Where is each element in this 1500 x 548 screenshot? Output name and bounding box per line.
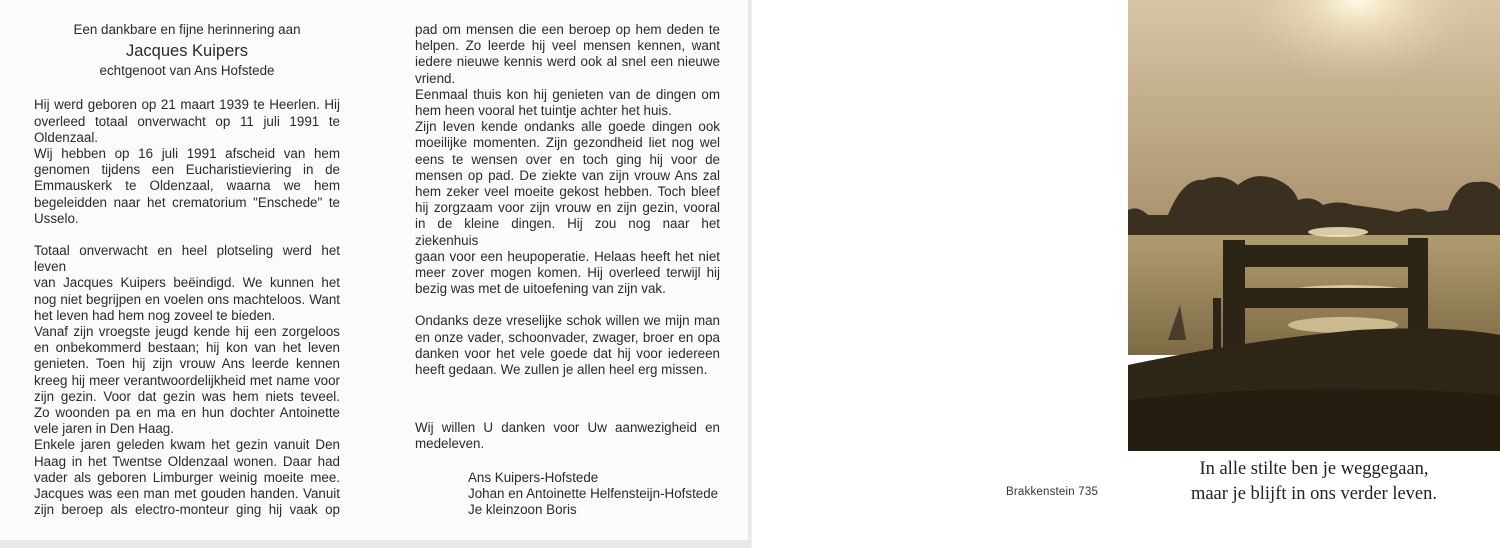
text-line: Ondanks deze vreselijke schok willen we mijn man	[415, 313, 720, 329]
text-line: vriend.	[415, 70, 456, 86]
text-line: Wij hebben op 16 juli 1991 afscheid van hem	[34, 146, 340, 162]
text-line: kreeg hij meer verantwoordelijkheid met name voor	[34, 372, 340, 388]
text-line: iedere nieuwe kennis werd ook al snel een nieuwe	[415, 54, 720, 70]
text-line: Vanaf zijn vroegste jeugd kende hij een zorgeloos	[34, 324, 340, 340]
verse-line: maar je blijft in ons verder leven.	[1190, 484, 1438, 504]
paragraph-thanks-family	[415, 313, 720, 378]
text-line: hij zorgzaam voor zijn vrouw en zijn gezin, vooral	[415, 200, 720, 216]
text-line: Haag in het Twentse Oldenzaal wonen. Daar had	[34, 453, 340, 469]
text-line: Zijn leven kende ondanks alle goede dingen ook	[415, 119, 720, 135]
text-line: helpen. Zo leerde hij veel mensen kennen, want	[415, 38, 720, 54]
text-line: genieten. Toen hij zijn vrouw Ans leerde kennen	[34, 356, 340, 372]
text-line: meer zover mogen komen. Hij overleed terwijl hij	[415, 265, 720, 281]
verse-line: In alle stilte ben je weggegaan,	[1199, 459, 1429, 479]
text-line: Wij willen U danken voor Uw aanwezigheid en	[415, 420, 720, 436]
card-header	[34, 22, 340, 79]
paragraph-biography	[34, 97, 340, 227]
text-line: vader als geboren Limburger weinig moeite mee.	[34, 469, 340, 485]
text-line: Emmauskerk te Oldenzaal, waarna we hem	[34, 178, 340, 194]
text-line: vele jaren in Den Haag.	[34, 421, 174, 437]
text-line: Hij werd geboren op 21 maart 1939 te Heerlen. Hij	[34, 97, 340, 113]
text-line: Totaal onverwacht en heel plotseling werd het leven	[34, 243, 340, 275]
text-line: bezig was met de uitoefening van zijn vak.	[415, 281, 666, 297]
text-line: eens te wensen over en toch ging hij voor de	[415, 151, 720, 167]
header-spouse: echtgenoot van Ans Hofstede	[99, 63, 275, 79]
text-line: Eenmaal thuis kon hij genieten van de dingen om	[415, 86, 720, 102]
card-edge	[0, 540, 752, 548]
text-line: heeft gedaan. We zullen je allen heel erg missen.	[415, 362, 708, 378]
text-line: van Jacques Kuipers beëindigd. We kunnen het	[34, 275, 340, 291]
publisher-code: Brakkenstein 735	[1006, 486, 1099, 498]
sunset-fence-photo	[1128, 0, 1500, 451]
text-line: medeleven.	[415, 436, 485, 452]
text-line: Oldenzaal.	[34, 129, 99, 145]
text-line: in de kleine dingen. Hij zou nog naar het ziekenhuis	[415, 216, 720, 248]
text-line: gaan voor een heupoperatie. Helaas heeft het niet	[415, 248, 720, 264]
text-line: zijn beroep als electro-monteur ging hij vaak op	[34, 502, 340, 518]
signature-line: Ans Kuipers-Hofstede	[468, 469, 599, 485]
text-line: Jacques was een man met gouden handen. Vanuit	[34, 486, 340, 502]
text-line: en onze vader, schoonvader, zwager, broer en opa	[415, 329, 720, 345]
paragraph-continued	[415, 22, 720, 297]
paragraph-life	[34, 243, 340, 518]
text-line: en onbekommerd bestaan; hij kon van het leven	[34, 340, 340, 356]
text-line: hem zeker veel moeite gekost hebben. Toch bleef	[415, 184, 720, 200]
text-line: mensen op pad. De ziekte van zijn vrouw Ans zal	[415, 167, 720, 183]
text-line: Zo woonden pa en ma en hun dochter Antoinette	[34, 405, 340, 421]
header-intro: Een dankbare en fijne herinnering aan	[73, 22, 301, 37]
text-line: danken voor het vele goede dat hij voor iedereen	[415, 345, 720, 361]
text-line: Enkele jaren geleden kwam het gezin vanuit Den	[34, 437, 340, 453]
text-line: pad om mensen die een beroep op hem deden te	[415, 22, 720, 37]
text-line: overleed totaal onverwacht op 11 juli 1991 te	[34, 113, 340, 129]
signature-line: Johan en Antoinette Helfensteijn-Hofstede	[468, 486, 719, 502]
text-line: moeilijke momenten. Zijn gezondheid liet nog wel	[415, 135, 720, 151]
text-line: het leven had hem nog zoveel te bieden.	[34, 307, 276, 323]
memorial-text-left-column	[34, 22, 340, 518]
memorial-verse	[1128, 457, 1500, 507]
text-line: zijn gezin. Voor dat gezin was hem niets teveel.	[34, 388, 340, 404]
deceased-name: Jacques Kuipers	[126, 42, 248, 61]
text-line: Usselo.	[34, 210, 79, 226]
memorial-text-middle-column	[415, 22, 720, 519]
text-line: genomen tijdens een Eucharistieviering in de	[34, 162, 340, 178]
signature-line: Je kleinzoon Boris	[468, 502, 577, 518]
text-line: begeleidden naar het crematorium "Enschede" te	[34, 194, 340, 210]
signatures	[468, 470, 720, 519]
text-line: nog niet begrijpen en voelen ons machteloos. Want	[34, 291, 340, 307]
text-line: hem heen vooral het tuintje achter het huis.	[415, 103, 672, 119]
paragraph-thanks-attendance	[415, 420, 720, 452]
